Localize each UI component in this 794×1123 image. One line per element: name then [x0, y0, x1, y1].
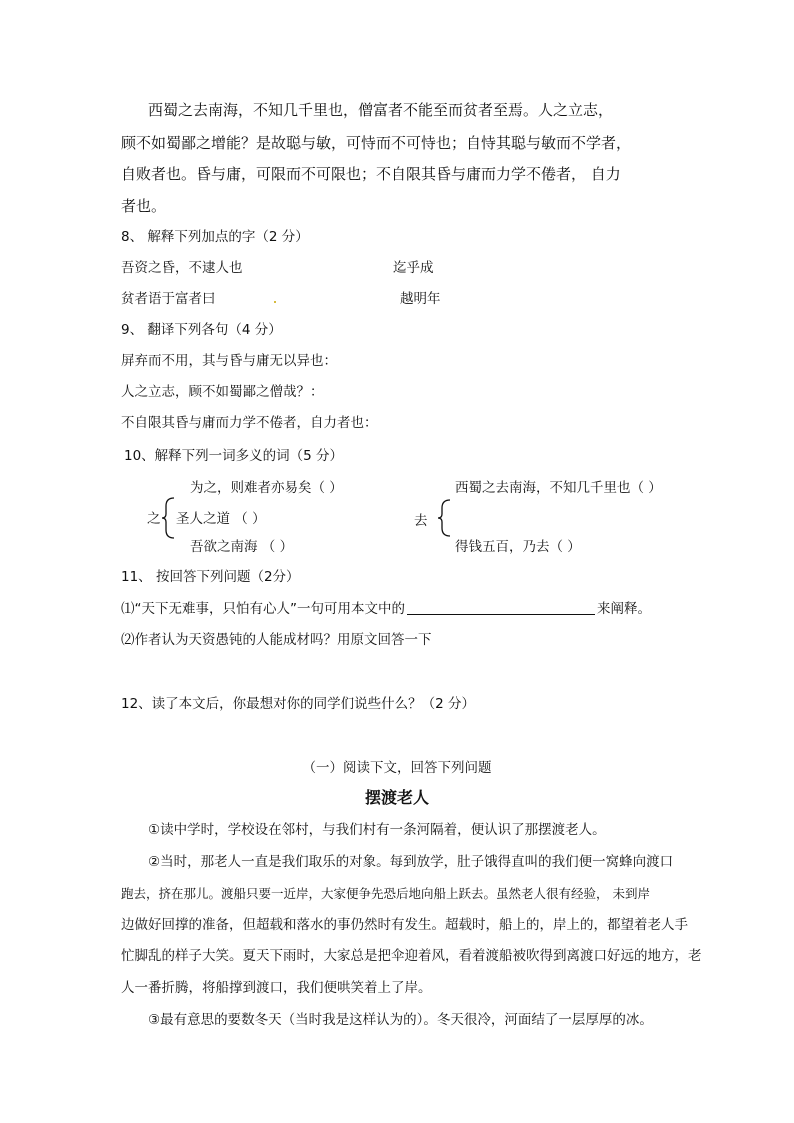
question-11-item-1 [121, 599, 651, 619]
question-8-item-3: 贫者语于富者曰 [121, 291, 216, 307]
answer-blank[interactable] [407, 600, 595, 615]
question-10-left-item-1: 为之，则难者亦易矣（ ） [190, 480, 343, 496]
passage-line-3: 自败者也。昏与庸，可限而不可限也；不自限其昏与庸而力学不倦者， 自力 [121, 165, 621, 183]
passage-line-1: 西蜀之去南海，不知几千里也，僧富者不能至而贫者至焉。人之立志， [148, 101, 614, 119]
question-8-item-1: 吾资之昏，不逮人也 [121, 260, 243, 276]
article-line-1: ①读中学时，学校设在邻村，与我们村有一条河隔着，便认识了那摆渡老人。 [148, 822, 606, 838]
question-10-right-item-2: 得钱五百，乃去（ ） [455, 539, 581, 555]
left-brace [160, 496, 176, 540]
question-9-item-1: 屏弃而不用，其与昏与庸无以异也： [121, 353, 337, 369]
question-8-item-2: 迄乎成 [393, 260, 434, 276]
question-11-item-1-suffix: 来阐释。 [597, 601, 651, 617]
passage-line-4: 者也。 [121, 197, 167, 215]
question-8-title: 8、 解释下列加点的字（2 分） [121, 229, 309, 245]
question-9-item-2: 人之立志，顾不如蜀鄙之僧哉？： [121, 384, 324, 400]
question-9-item-3: 不自限其昏与庸而力学不倦者，自力者也： [121, 415, 378, 431]
question-10-title: 10、解释下列一词多义的词（5 分） [124, 448, 344, 464]
article-line-7: ③最有意思的要数冬天（当时我是这样认为的）。冬天很冷，河面结了一层厚厚的冰。 [148, 1012, 653, 1028]
article-line-3: 跑去，挤在那儿。渡船只要一近岸，大家便争先恐后地向船上跃去。虽然老人很有经验， 未到岸 [121, 886, 650, 901]
question-10-right-item-1: 西蜀之去南海，不知几千里也（ ） [455, 480, 662, 496]
question-10-left-word: 之 [147, 511, 161, 527]
article-title: 摆渡老人 [364, 788, 429, 807]
section-heading: （一）阅读下文，回答下列问题 [302, 760, 492, 776]
article-line-2: ②当时，那老人一直是我们取乐的对象。每到放学，肚子饿得直叫的我们便一窝蜂向渡口 [148, 854, 674, 870]
question-10-left-item-2: 圣人之道 （ ） [176, 511, 266, 527]
question-10-right-word: 去 [414, 513, 428, 529]
question-11-item-2: ⑵作者认为天资愚钝的人能成材吗？用原文回答一下 [121, 632, 432, 648]
question-11-item-1-prefix: ⑴“天下无难事，只怕有心人”一句可用本文中的 [121, 601, 405, 617]
emphasis-dot [274, 301, 276, 303]
question-12-title: 12、读了本文后，你最想对你的同学们说些什么？（2 分） [121, 696, 476, 712]
question-9-title: 9、 翻译下列各句（4 分） [121, 322, 282, 338]
passage-line-2: 顾不如蜀鄙之增能？是故聪与敏，可恃而不可恃也；自恃其聪与敏而不学者， [121, 134, 632, 152]
article-line-6: 人一番折腾，将船撑到渡口，我们便哄笑着上了岸。 [121, 980, 432, 996]
article-line-4: 边做好回撑的准备，但超载和落水的事仍然时有发生。超载时，船上的，岸上的，都望着老人手 [121, 917, 688, 933]
question-11-title: 11、 按回答下列问题（2分） [121, 569, 300, 585]
question-10-left-item-3: 吾欲之南海 （ ） [190, 539, 294, 555]
question-8-item-4: 越明年 [400, 291, 441, 307]
right-brace [436, 498, 452, 538]
article-line-5: 忙脚乱的样子大笑。夏天下雨时，大家总是把伞迎着风，看着渡船被吹得到离渡口好远的地方，老 [121, 948, 702, 964]
